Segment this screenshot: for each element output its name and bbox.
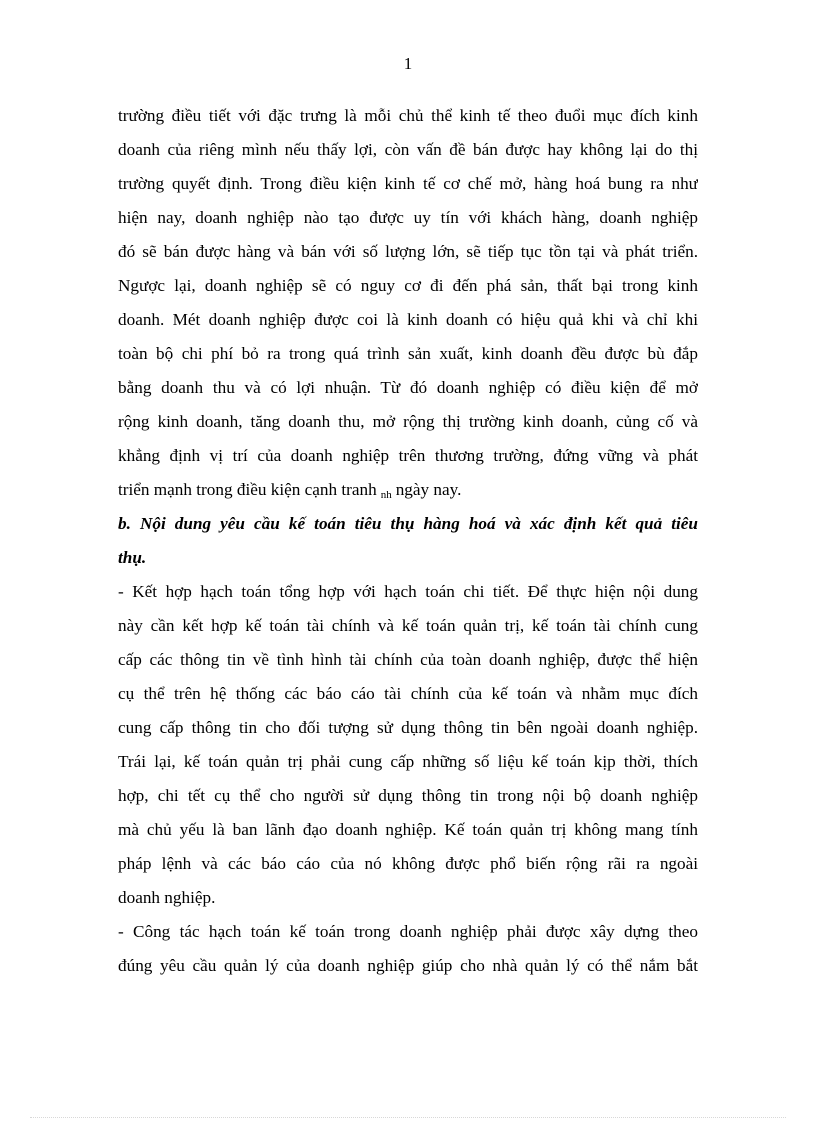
page-bottom-divider [30,1117,786,1118]
paragraph-last-line [118,473,698,507]
paragraph-last-line: doanh nghiệp. [118,888,216,907]
section-heading-cont: thụ. [118,548,147,567]
paragraph-line: doanh của riêng mình nếu thấy lợi, còn vấn đề bán được hay không lại do thị [118,140,698,159]
paragraph-line: trường điều tiết với đặc trưng là mỗi chủ thể kinh tế theo đuổi mục đích kinh [118,106,698,125]
paragraph-line: cụ thể trên hệ thống các báo cáo tài chính của kế toán và nhằm mục đích [118,684,698,703]
paragraph-line: khẳng định vị trí của doanh nghiệp trên thương trường, đứng vững và phát [118,446,698,465]
paragraph-line: toàn bộ chi phí bỏ ra trong quá trình sản xuất, kinh doanh đều được bù đắp [118,344,698,363]
last-line-text: triển mạnh trong điều kiện cạnh tranh [118,480,377,499]
paragraph-line: - Công tác hạch toán kế toán trong doanh nghiệp phải được xây dựng theo [118,922,698,941]
last-line-text-end: ngày nay. [395,480,462,499]
paragraph-line: Trái lại, kế toán quản trị phải cung cấp những số liệu kế toán kịp thời, thích [118,752,698,771]
paragraph-line: bằng doanh thu và có lợi nhuận. Từ đó doanh nghiệp có điều kiện để mở [118,378,698,397]
section-heading: b. Nội dung yêu cầu kế toán tiêu thụ hàng hoá và xác định kết quả tiêu [118,514,698,533]
paragraph-line: trường quyết định. Trong điều kiện kinh tế cơ chế mở, hàng hoá bung ra như [118,174,698,193]
paragraph-line: - Kết hợp hạch toán tổng hợp với hạch toán chi tiết. Để thực hiện nội dung [118,582,698,601]
page-number: 1 [403,54,413,73]
paragraph-line: đó sẽ bán được hàng và bán với số lượng lớn, sẽ tiếp tục tồn tại và phát triển. [118,242,698,261]
paragraph-line: mà chủ yếu là ban lãnh đạo doanh nghiệp. Kế toán quản trị không mang tính [118,820,698,839]
body-text [118,99,698,983]
paragraph-line: hợp, chi tết cụ thể cho người sử dụng thông tin trong nội bộ doanh nghiệp [118,786,698,805]
paragraph-line: doanh. Mét doanh nghiệp được coi là kinh doanh có hiệu quả khi và chỉ khi [118,310,698,329]
paragraph-line: này cần kết hợp kế toán tài chính và kế toán quản trị, kế toán tài chính cung [118,616,698,635]
paragraph-line: cung cấp thông tin cho đối tượng sử dụng thông tin bên ngoài doanh nghiệp. [118,718,698,737]
subscript-text: nh [380,489,392,501]
paragraph-line: rộng kinh doanh, tăng doanh thu, mở rộng thị trường kinh doanh, củng cố và [118,412,698,431]
paragraph-line: cấp các thông tin về tình hình tài chính của toàn doanh nghiệp, được thể hiện [118,650,698,669]
paragraph-line: pháp lệnh và các báo cáo của nó không được phổ biến rộng rãi ra ngoài [118,854,698,873]
paragraph-line: hiện nay, doanh nghiệp nào tạo được uy tín với khách hàng, doanh nghiệp [118,208,698,227]
paragraph-line: đúng yêu cầu quản lý của doanh nghiệp giúp cho nhà quản lý có thể nắm bắt [118,956,698,975]
paragraph-line: Ngược lại, doanh nghiệp sẽ có nguy cơ đi đến phá sản, thất bại trong kinh [118,276,698,295]
